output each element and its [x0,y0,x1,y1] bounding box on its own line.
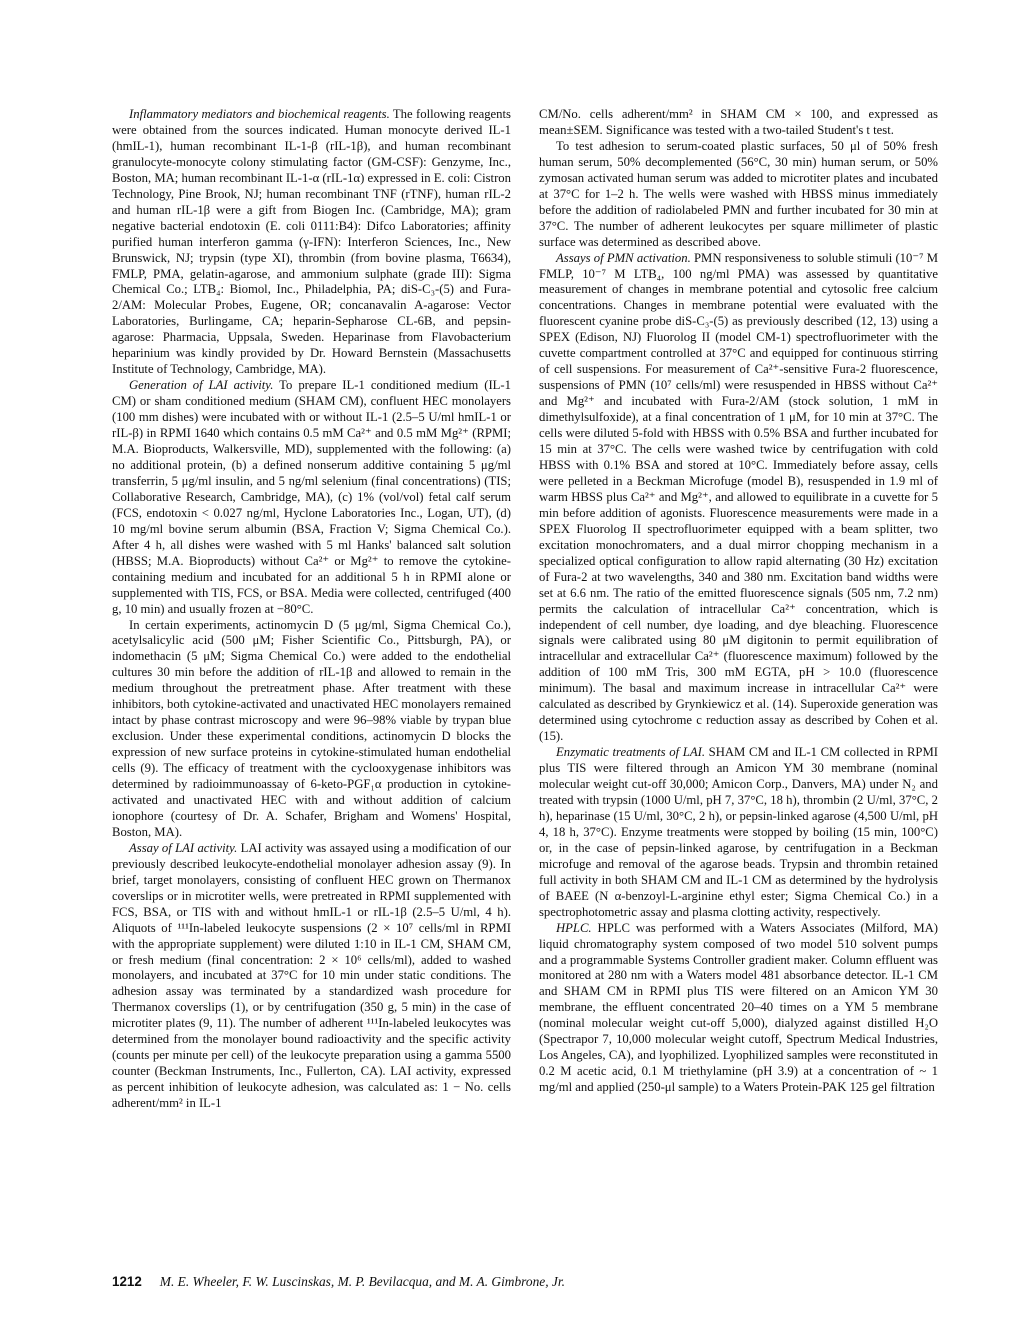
paragraph-text: PMN responsiveness to soluble stimuli (10⁻⁷ M FMLP, 10⁻⁷ M LTB₄, 100 ng/ml PMA) was assessed by quantitative measurement of changes in membrane potential and cytosolic free calcium concentrations. Changes in membrane potential were evaluated with the fluorescent cyanine probe diS-C₃-(5) as previously described (12, 13) using a SPEX (Edison, NJ) Fluorolog II (model CM-1) spectrofluorimeter with the cuvette compartment controlled at 37°C and equipped for continuous stirring of cell suspensions. For measurement of Ca²⁺-sensitive Fura-2 fluorescence, suspensions of PMN (10⁷ cells/ml) were resuspended in HBSS without Ca²⁺ and Mg²⁺ and incubated with Fura-2/AM (stock solution, 1 mM in dimethylsulfoxide), at a final concentration of 1 μM, for 10 min at 37°C. The cells were diluted 5-fold with HBSS with 0.5% BSA and further incubated for 15 min at 37°C. The cells were washed twice by centrifugation with cold HBSS with 0.1% BSA and stored at 10°C. Immediately before assay, cells were pelleted in a Beckman Microfuge (model B), resuspended in 1.9 ml of warm HBSS plus Ca²⁺ and Mg²⁺, and allowed to equilibrate in a cuvette for 5 min before addition of agonists. Fluorescence measurements were made in a SPEX Fluorolog II spectrofluorimeter equipped with a beam splitter, two excitation monochromaters, and a dual mirror chopping mechanism in a specialized optical configuration to allow rapid alternating (30 Hz) excitation of Fura-2 at two wavelengths, 340 and 380 nm. Excitation band widths were set at 6.6 nm. The ratio of the emitted fluorescence signals (505 nm, 7.2 nm) permits the calculation of intracellular Ca²⁺ concentration, which is independent of cell number, dye loading, and dye bleaching. Fluorescence signals were calibrated using 80 μM digitonin to permit equilibration of intracellular and extracellular Ca²⁺ (fluorescence maximum) followed by the addition of 100 mM Tris, 300 mM EGTA, pH > 10.0 (fluorescence minimum). The basal and maximum increase in intracellular Ca²⁺ were calculated as described by Grynkiewicz et al. (14). Superoxide generation was determined using cytochrome c reduction assay as described by Cohen et al. (15). [539,250,938,744]
section-heading: Inflammatory mediators and biochemical reagents. [129,107,390,121]
section-heading: Generation of LAI activity. [129,378,274,393]
paragraph-continued [539,107,938,139]
section-heading: HPLC. [556,920,592,935]
paragraph [112,107,511,378]
paragraph [539,745,938,920]
section-heading: Assays of PMN activation. [556,250,691,265]
paragraph [112,841,511,1112]
paragraph [112,618,511,841]
paragraph [539,921,938,1096]
running-authors: M. E. Wheeler, F. W. Luscinskas, M. P. Bevilacqua, and M. A. Gimbrone, Jr. [159,1274,565,1289]
paragraph [112,378,511,617]
paragraph-text: CM/No. cells adherent/mm² in SHAM CM × 100, and expressed as mean±SEM. Significance was tested with a two-tailed Student's t test. [539,107,938,137]
paragraph-text: HPLC was performed with a Waters Associates (Milford, MA) liquid chromatography system composed of two model 510 solvent pumps and a programmable Systems Controller gradient maker. Column effluent was monitored at 280 nm with a Waters model 481 absorbance detector. IL-1 CM and SHAM CM in RPMI plus TIS were filtered on an Amicon YM 30 membrane, the effluent concentrated 20–40 times on a YM 5 membrane (nominal molecular weight cut-off 5,000), dialyzed against distilled H₂O (Spectrapor 7, 10,000 molecular weight cutoff, Spectrum Medical Industries, Los Angeles, CA), and lyophilized. Lyophilized samples were reconstituted in 0.2 M acetic acid, 0.1 M triethylamine (pH 3.9) at a concentration of ~ 1 mg/ml and applied (250-μl sample) to a Waters Protein-PAK 125 gel filtration [539,920,938,1095]
paragraph-text: In certain experiments, actinomycin D (5 μg/ml, Sigma Chemical Co.), acetylsalicylic acid (500 μM; Fisher Scientific Co., Pittsburgh, PA), or indomethacin (5 μM; Sigma Chemical Co.) were added to the endothelial cultures 30 min before the addition of rIL-1β and allowed to remain in the medium throughout the pretreatment phase. After treatment with these inhibitors, both cytokine-activated and unactivated HEC monolayers remained intact by phase contrast microscopy and were 96–98% viable by trypan blue exclusion. Under these experimental conditions, actinomycin D blocks the expression of new surface proteins in cytokine-stimulated human endothelial cells (9). The efficacy of treatment with the cyclooxygenase inhibitors was determined by radioimmunoassay of 6-keto-PGF₁α production in cytokine-activated and unactivated HEC with and without addition of calcium ionophore (courtesy of Dr. A. Schafer, Brigham and Womens' Hospital, Boston, MA). [112,617,511,839]
page-footer [112,1274,565,1290]
right-column [539,107,938,1096]
paragraph [539,251,938,746]
section-heading: Assay of LAI activity. [129,840,238,855]
paragraph-text: LAI activity was assayed using a modification of our previously described leukocyte-endothelial monolayer adhesion assay (9). In brief, target monolayers, consisting of confluent HEC grown on Thermanox coverslips or in microtiter wells, were pretreated in RPMI supplemented with FCS, BSA, or TIS with and without hmIL-1 or rIL-1β (2.5–5 U/ml, 4 h). Aliquots of ¹¹¹In-labeled leukocyte suspensions (2 × 10⁷ cells/ml in RPMI with the appropriate supplement) were diluted 1:10 in IL-1 CM, SHAM CM, or fresh medium (final concentration: 2 × 10⁶ cells/ml), added to washed monolayers, and incubated at 37°C for 10 min under static conditions. The adhesion assay was terminated by a standardized wash procedure for Thermanox coverslips (1), or by centrifugation (350 g, 5 min) in the case of microtiter plates (9, 11). The number of adherent ¹¹¹In-labeled leukocytes was determined from the monolayer bound radioactivity and the specific activity (counts per minute per cell) of the leukocyte preparation using a gamma 5500 counter (Beckman Instruments, Inc., Fullerton, CA). LAI activity, expressed as percent inhibition of leukocyte adhesion, was calculated as: 1 − No. cells adherent/mm² in IL-1 [112,840,511,1111]
paragraph-text: To test adhesion to serum-coated plastic surfaces, 50 μl of 50% fresh human serum, 50% decomplemented (56°C, 30 min) human serum, or 50% zymosan activated human serum was added to microtiter plates and incubated at 37°C for 1–2 h. The wells were washed with HBSS minus immediately before the addition of radiolabeled PMN and further incubated for 30 min at 37°C. The number of adherent leukocytes per square millimeter of plastic surface was determined as described above. [539,138,938,249]
left-column [112,107,511,1112]
page-number: 1212 [112,1274,142,1289]
paragraph-text: The following reagents were obtained from the sources indicated. Human monocyte derived IL-1 (hmIL-1), human recombinant IL-1-β (rIL-1β), and human recombinant granulocyte-monocyte colony stimulating factor (GM-CSF): Genzyme, Inc., Boston, MA; human recombinant IL-1-α (rIL-1α) expressed in E. coli: Cistron Technology, Pine Brook, NJ; human recombinant TNF (rTNF), human rIL-2 and human rIL-1β were a gift from Biogen Inc. (Cambridge, MA); gram negative bacterial endotoxin (E. coli 0111:B4): Difco Laboratories; affinity purified human interferon gamma (γ-IFN): Interferon Sciences, Inc., New Brunswick, NJ; trypsin (type XI), thrombin (from bovine plasma, T6634), FMLP, PMA, gelatin-agarose, and ammonium sulphate (grade III): Sigma Chemical Co.; LTB₄: Biomol, Inc., Philadelphia, PA; diS-C₃-(5) and Fura-2/AM: Molecular Probes, Eugene, OR; concanavalin A-agarose: Vector Laboratories, Burlingame, CA; heparin-Sepharose CL-6B, and pepsin-agarose: Pharmacia, Uppsala, Sweden. Heparinase from Flavobacterium heparinium was kindly provided by Dr. Howard Bernstein (Massachusetts Institute of Technology, Cambridge, MA). [112,107,511,377]
paragraph-text: SHAM CM and IL-1 CM collected in RPMI plus TIS were filtered through an Amicon YM 30 membrane (nominal molecular weight cut-off 30,000; Amicon Corp., Danvers, MA) under N₂ and treated with trypsin (1000 U/ml, pH 7, 37°C, 18 h), thrombin (2 U/ml, 37°C, 2 h), heparinase (15 U/ml, 30°C, 2 h), or pepsin-linked agarose (4,500 U/ml, pH 4, 18 h, 37°C). Enzyme treatments were stopped by boiling (15 min, 100°C) or, in the case of pepsin-linked agarose, by centrifugation in a Beckman microfuge and removal of the agarose beads. Trypsin and thrombin retained full activity in both SHAM CM and IL-1 CM as determined by the hydrolysis of BAEE (N α-benzoyl-L-arginine ethyl ester; Sigma Chemical Co.) in a spectrophotometric assay and plasma clotting activity, respectively. [539,745,938,919]
paragraph-text: To prepare IL-1 conditioned medium (IL-1 CM) or sham conditioned medium (SHAM CM), confluent HEC monolayers (100 mm dishes) were incubated with or without IL-1 (2.5–5 U/ml hmIL-1 or rIL-β) in RPMI 1640 which contains 0.5 mM Ca²⁺ and 0.5 mM Mg²⁺ (RPMI; M.A. Bioproducts, Walkersville, MD), supplemented with the following: (a) no additional protein, (b) a defined nonserum additive containing 5 μg/ml transferrin, 5 μg/ml insulin, and 5 ng/ml selenium (final concentrations) (TIS; Collaborative Research, Cambridge, MA), (c) 1% (vol/vol) fetal calf serum (FCS, endotoxin < 0.027 ng/ml, Hyclone Laboratories Inc., Logan, UT), (d) 10 mg/ml bovine serum albumin (BSA, Fraction V; Sigma Chemical Co.). After 4 h, all dishes were washed with 5 ml Hanks' balanced salt solution (HBSS; M.A. Bioproducts) without Ca²⁺ or Mg²⁺ to remove the cytokine-containing medium and incubated for an additional 5 h in RPMI alone or supplemented with TIS, FCS, or BSA. Media were collected, centrifuged (400 g, 10 min) and usually frozen at −80°C. [112,378,512,616]
paragraph [539,139,938,251]
section-heading: Enzymatic treatments of LAI. [556,745,705,760]
